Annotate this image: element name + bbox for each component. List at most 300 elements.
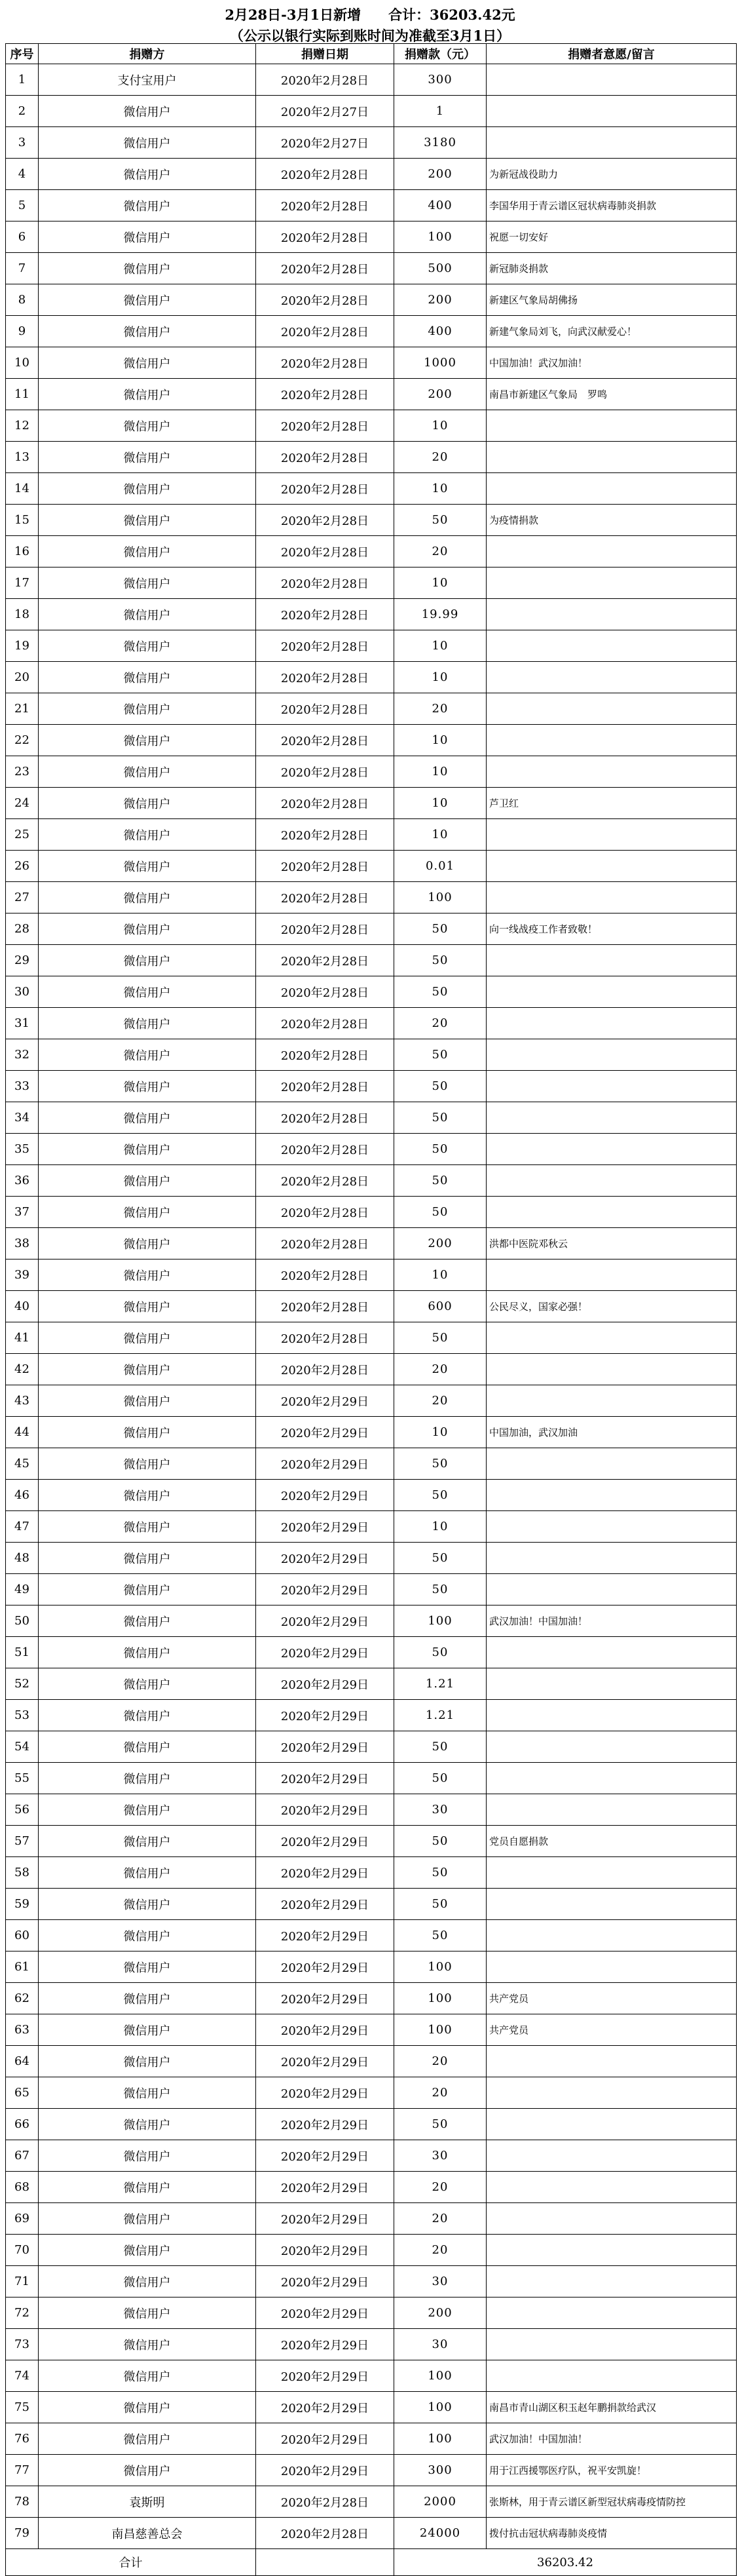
row-amount: 400	[394, 316, 487, 347]
row-index: 18	[6, 599, 39, 630]
table-row	[6, 2423, 737, 2455]
row-donor: 微信用户	[39, 851, 256, 882]
row-donor: 微信用户	[39, 253, 256, 284]
table-row	[6, 1763, 737, 1794]
row-amount: 50	[394, 1071, 487, 1102]
table-row	[6, 1574, 737, 1605]
row-donor: 微信用户	[39, 630, 256, 662]
row-date: 2020年2月28日	[256, 788, 394, 819]
table-row	[6, 1731, 737, 1763]
table-row	[6, 756, 737, 788]
row-message	[487, 1511, 737, 1543]
row-date: 2020年2月28日	[256, 347, 394, 379]
row-index: 43	[6, 1385, 39, 1417]
row-donor: 微信用户	[39, 1165, 256, 1197]
table-row	[6, 96, 737, 127]
row-date: 2020年2月29日	[256, 1763, 394, 1794]
row-message: 芦卫红	[487, 788, 737, 819]
row-message	[487, 725, 737, 756]
row-date: 2020年2月28日	[256, 913, 394, 945]
row-amount: 10	[394, 788, 487, 819]
row-date: 2020年2月29日	[256, 2109, 394, 2140]
row-donor: 微信用户	[39, 1228, 256, 1259]
header-index: 序号	[6, 44, 39, 64]
row-amount: 100	[394, 882, 487, 913]
row-message	[487, 410, 737, 442]
row-date: 2020年2月29日	[256, 1448, 394, 1480]
row-index: 64	[6, 2046, 39, 2077]
row-message	[487, 819, 737, 851]
row-message	[487, 2172, 737, 2203]
row-amount: 30	[394, 2140, 487, 2172]
table-row	[6, 1197, 737, 1228]
row-index: 52	[6, 1668, 39, 1700]
row-amount: 100	[394, 221, 487, 253]
row-index: 15	[6, 505, 39, 536]
row-amount: 20	[394, 442, 487, 473]
row-index: 58	[6, 1857, 39, 1889]
row-message	[487, 1197, 737, 1228]
row-index: 33	[6, 1071, 39, 1102]
row-index: 45	[6, 1448, 39, 1480]
row-date: 2020年2月28日	[256, 410, 394, 442]
row-amount: 200	[394, 159, 487, 190]
row-date: 2020年2月28日	[256, 1228, 394, 1259]
row-message: 中国加油，武汉加油	[487, 1417, 737, 1448]
row-date: 2020年2月28日	[256, 316, 394, 347]
row-index: 77	[6, 2455, 39, 2486]
row-amount: 50	[394, 1448, 487, 1480]
row-message	[487, 662, 737, 693]
row-amount: 200	[394, 1228, 487, 1259]
row-index: 2	[6, 96, 39, 127]
row-message: 洪都中医院邓秋云	[487, 1228, 737, 1259]
row-donor: 微信用户	[39, 1794, 256, 1826]
row-message	[487, 2109, 737, 2140]
row-donor: 微信用户	[39, 2360, 256, 2392]
row-index: 75	[6, 2392, 39, 2423]
row-date: 2020年2月28日	[256, 630, 394, 662]
row-donor: 微信用户	[39, 1385, 256, 1417]
table-row	[6, 1920, 737, 1951]
table-row	[6, 2140, 737, 2172]
row-amount: 200	[394, 379, 487, 410]
row-date: 2020年2月29日	[256, 1794, 394, 1826]
row-amount: 50	[394, 1165, 487, 1197]
table-row	[6, 2518, 737, 2549]
row-amount: 100	[394, 2360, 487, 2392]
row-donor: 微信用户	[39, 2392, 256, 2423]
row-donor: 微信用户	[39, 1637, 256, 1668]
header-row	[6, 44, 737, 64]
row-message	[487, 2046, 737, 2077]
row-donor: 微信用户	[39, 2203, 256, 2235]
row-index: 41	[6, 1322, 39, 1354]
row-date: 2020年2月29日	[256, 1637, 394, 1668]
row-date: 2020年2月29日	[256, 2266, 394, 2297]
row-amount: 20	[394, 1008, 487, 1039]
table-row	[6, 1543, 737, 1574]
row-message	[487, 2140, 737, 2172]
row-date: 2020年2月28日	[256, 662, 394, 693]
table-row	[6, 379, 737, 410]
row-donor: 微信用户	[39, 1983, 256, 2014]
table-row	[6, 693, 737, 725]
row-message	[487, 1668, 737, 1700]
row-index: 25	[6, 819, 39, 851]
row-index: 7	[6, 253, 39, 284]
row-donor: 微信用户	[39, 1700, 256, 1731]
row-donor: 微信用户	[39, 2235, 256, 2266]
row-donor: 微信用户	[39, 190, 256, 221]
row-date: 2020年2月29日	[256, 1857, 394, 1889]
table-row	[6, 1857, 737, 1889]
row-donor: 微信用户	[39, 1448, 256, 1480]
row-donor: 南昌慈善总会	[39, 2518, 256, 2549]
row-message: 新建区气象局胡佛扬	[487, 284, 737, 316]
table-row	[6, 316, 737, 347]
row-index: 79	[6, 2518, 39, 2549]
table-row	[6, 1039, 737, 1071]
table-row	[6, 1165, 737, 1197]
table-row	[6, 2297, 737, 2329]
table-row	[6, 64, 737, 96]
row-amount: 100	[394, 2423, 487, 2455]
table-row	[6, 536, 737, 567]
row-date: 2020年2月28日	[256, 1291, 394, 1322]
row-message	[487, 882, 737, 913]
row-message: 为疫情捐款	[487, 505, 737, 536]
row-message	[487, 442, 737, 473]
row-donor: 微信用户	[39, 1354, 256, 1385]
table-row	[6, 788, 737, 819]
row-amount: 600	[394, 1291, 487, 1322]
row-date: 2020年2月28日	[256, 253, 394, 284]
row-amount: 10	[394, 630, 487, 662]
row-date: 2020年2月29日	[256, 2297, 394, 2329]
table-row	[6, 1448, 737, 1480]
row-index: 22	[6, 725, 39, 756]
row-donor: 微信用户	[39, 473, 256, 505]
row-index: 13	[6, 442, 39, 473]
row-amount: 20	[394, 536, 487, 567]
row-message	[487, 851, 737, 882]
row-donor: 微信用户	[39, 1071, 256, 1102]
row-message: 南昌市青山湖区积玉赵年鹏捐款给武汉	[487, 2392, 737, 2423]
table-row	[6, 1794, 737, 1826]
row-donor: 微信用户	[39, 1543, 256, 1574]
row-index: 68	[6, 2172, 39, 2203]
row-date: 2020年2月28日	[256, 221, 394, 253]
row-amount: 500	[394, 253, 487, 284]
row-message	[487, 2360, 737, 2392]
row-date: 2020年2月29日	[256, 2329, 394, 2360]
row-donor: 微信用户	[39, 1102, 256, 1134]
row-amount: 50	[394, 1763, 487, 1794]
row-donor: 微信用户	[39, 882, 256, 913]
row-message	[487, 1574, 737, 1605]
row-index: 69	[6, 2203, 39, 2235]
row-date: 2020年2月28日	[256, 725, 394, 756]
row-amount: 20	[394, 2046, 487, 2077]
row-amount: 50	[394, 2109, 487, 2140]
row-message	[487, 945, 737, 976]
row-donor: 微信用户	[39, 2046, 256, 2077]
row-index: 24	[6, 788, 39, 819]
row-donor: 微信用户	[39, 347, 256, 379]
header-message: 捐赠者意愿/留言	[487, 44, 737, 64]
row-amount: 50	[394, 913, 487, 945]
row-donor: 微信用户	[39, 756, 256, 788]
row-index: 28	[6, 913, 39, 945]
table-row	[6, 1008, 737, 1039]
table-row	[6, 1889, 737, 1920]
table-row	[6, 662, 737, 693]
row-date: 2020年2月29日	[256, 2423, 394, 2455]
row-date: 2020年2月29日	[256, 1983, 394, 2014]
row-donor: 微信用户	[39, 725, 256, 756]
row-amount: 300	[394, 64, 487, 96]
total-row	[6, 2549, 737, 2576]
row-message: 武汉加油！中国加油！	[487, 1605, 737, 1637]
row-date: 2020年2月29日	[256, 1889, 394, 1920]
row-message	[487, 1448, 737, 1480]
row-donor: 微信用户	[39, 127, 256, 159]
row-message: 为新冠战役助力	[487, 159, 737, 190]
row-message	[487, 1385, 737, 1417]
row-date: 2020年2月28日	[256, 945, 394, 976]
row-donor: 微信用户	[39, 819, 256, 851]
table-row	[6, 442, 737, 473]
row-message: 张斯林，用于青云谱区新型冠状病毒疫情防控	[487, 2486, 737, 2518]
row-index: 63	[6, 2014, 39, 2046]
row-message	[487, 1039, 737, 1071]
row-date: 2020年2月29日	[256, 2203, 394, 2235]
row-donor: 微信用户	[39, 442, 256, 473]
row-index: 53	[6, 1700, 39, 1731]
row-index: 4	[6, 159, 39, 190]
header-donor: 捐赠方	[39, 44, 256, 64]
row-donor: 微信用户	[39, 693, 256, 725]
row-date: 2020年2月28日	[256, 473, 394, 505]
row-donor: 微信用户	[39, 945, 256, 976]
row-amount: 1.21	[394, 1668, 487, 1700]
row-message	[487, 1951, 737, 1983]
row-amount: 200	[394, 2297, 487, 2329]
row-amount: 50	[394, 1574, 487, 1605]
row-index: 56	[6, 1794, 39, 1826]
row-message	[487, 1071, 737, 1102]
row-message: 南昌市新建区气象局 罗鸣	[487, 379, 737, 410]
row-donor: 微信用户	[39, 1511, 256, 1543]
table-row	[6, 410, 737, 442]
row-donor: 微信用户	[39, 1605, 256, 1637]
row-index: 16	[6, 536, 39, 567]
row-date: 2020年2月28日	[256, 567, 394, 599]
row-amount: 50	[394, 1826, 487, 1857]
row-amount: 50	[394, 1480, 487, 1511]
row-donor: 微信用户	[39, 2109, 256, 2140]
table-row	[6, 1071, 737, 1102]
row-date: 2020年2月29日	[256, 1543, 394, 1574]
table-row	[6, 851, 737, 882]
row-date: 2020年2月29日	[256, 1731, 394, 1763]
row-amount: 1.21	[394, 1700, 487, 1731]
row-index: 40	[6, 1291, 39, 1322]
row-donor: 微信用户	[39, 1889, 256, 1920]
row-date: 2020年2月28日	[256, 1197, 394, 1228]
table-row	[6, 1417, 737, 1448]
header-amount: 捐赠款（元）	[394, 44, 487, 64]
row-date: 2020年2月28日	[256, 1102, 394, 1134]
row-amount: 10	[394, 1259, 487, 1291]
row-amount: 10	[394, 410, 487, 442]
row-index: 8	[6, 284, 39, 316]
table-row	[6, 2109, 737, 2140]
row-donor: 微信用户	[39, 1134, 256, 1165]
row-date: 2020年2月28日	[256, 1134, 394, 1165]
row-index: 72	[6, 2297, 39, 2329]
row-amount: 20	[394, 1354, 487, 1385]
row-donor: 微信用户	[39, 410, 256, 442]
row-date: 2020年2月28日	[256, 693, 394, 725]
row-message	[487, 1637, 737, 1668]
row-message: 党员自愿捐款	[487, 1826, 737, 1857]
row-donor: 微信用户	[39, 599, 256, 630]
row-message: 祝愿一切安好	[487, 221, 737, 253]
row-index: 61	[6, 1951, 39, 1983]
row-amount: 50	[394, 1889, 487, 1920]
row-index: 65	[6, 2077, 39, 2109]
row-amount: 100	[394, 1605, 487, 1637]
table-row	[6, 1291, 737, 1322]
row-message: 新建气象局刘飞，向武汉献爱心！	[487, 316, 737, 347]
row-date: 2020年2月28日	[256, 1008, 394, 1039]
row-message	[487, 1134, 737, 1165]
row-index: 32	[6, 1039, 39, 1071]
row-amount: 1000	[394, 347, 487, 379]
row-date: 2020年2月28日	[256, 976, 394, 1008]
row-message	[487, 1102, 737, 1134]
row-date: 2020年2月28日	[256, 1322, 394, 1354]
row-amount: 100	[394, 2392, 487, 2423]
row-amount: 50	[394, 1134, 487, 1165]
row-message	[487, 2203, 737, 2235]
row-donor: 微信用户	[39, 2455, 256, 2486]
row-date: 2020年2月28日	[256, 756, 394, 788]
table-row	[6, 2046, 737, 2077]
row-donor: 微信用户	[39, 2014, 256, 2046]
table-row	[6, 1511, 737, 1543]
row-index: 34	[6, 1102, 39, 1134]
row-index: 78	[6, 2486, 39, 2518]
row-index: 6	[6, 221, 39, 253]
row-index: 60	[6, 1920, 39, 1951]
row-date: 2020年2月28日	[256, 159, 394, 190]
table-row	[6, 819, 737, 851]
row-date: 2020年2月29日	[256, 1480, 394, 1511]
table-row	[6, 2014, 737, 2046]
row-amount: 20	[394, 2203, 487, 2235]
row-index: 74	[6, 2360, 39, 2392]
table-row	[6, 473, 737, 505]
row-date: 2020年2月28日	[256, 536, 394, 567]
row-date: 2020年2月29日	[256, 2455, 394, 2486]
row-donor: 微信用户	[39, 316, 256, 347]
row-donor: 微信用户	[39, 1259, 256, 1291]
total-empty	[256, 2549, 394, 2576]
row-date: 2020年2月29日	[256, 1511, 394, 1543]
row-index: 14	[6, 473, 39, 505]
table-body	[6, 64, 737, 2549]
row-donor: 微信用户	[39, 1291, 256, 1322]
row-index: 55	[6, 1763, 39, 1794]
row-donor: 微信用户	[39, 788, 256, 819]
row-date: 2020年2月28日	[256, 442, 394, 473]
row-message	[487, 1008, 737, 1039]
row-message: 共产党员	[487, 2014, 737, 2046]
row-amount: 50	[394, 1102, 487, 1134]
row-date: 2020年2月29日	[256, 2235, 394, 2266]
row-message: 李国华用于青云谱区冠状病毒肺炎捐款	[487, 190, 737, 221]
row-date: 2020年2月29日	[256, 1951, 394, 1983]
total-label: 合计	[6, 2549, 256, 2576]
row-amount: 10	[394, 1417, 487, 1448]
table-row	[6, 1102, 737, 1134]
row-index: 31	[6, 1008, 39, 1039]
row-index: 57	[6, 1826, 39, 1857]
row-message	[487, 1794, 737, 1826]
row-message	[487, 1165, 737, 1197]
row-index: 70	[6, 2235, 39, 2266]
row-message	[487, 2077, 737, 2109]
row-message	[487, 2297, 737, 2329]
row-date: 2020年2月28日	[256, 284, 394, 316]
table-row	[6, 284, 737, 316]
row-amount: 10	[394, 725, 487, 756]
row-donor: 微信用户	[39, 379, 256, 410]
row-donor: 微信用户	[39, 913, 256, 945]
row-date: 2020年2月28日	[256, 599, 394, 630]
table-row	[6, 347, 737, 379]
row-amount: 50	[394, 1857, 487, 1889]
row-index: 42	[6, 1354, 39, 1385]
row-date: 2020年2月29日	[256, 2360, 394, 2392]
table-row	[6, 567, 737, 599]
row-message: 新冠肺炎捐款	[487, 253, 737, 284]
row-donor: 微信用户	[39, 976, 256, 1008]
page-title	[0, 0, 740, 50]
row-donor: 微信用户	[39, 284, 256, 316]
row-donor: 微信用户	[39, 1668, 256, 1700]
table-row	[6, 1354, 737, 1385]
row-date: 2020年2月29日	[256, 1574, 394, 1605]
row-amount: 19.99	[394, 599, 487, 630]
row-date: 2020年2月28日	[256, 1039, 394, 1071]
row-index: 29	[6, 945, 39, 976]
row-index: 20	[6, 662, 39, 693]
row-donor: 微信用户	[39, 1857, 256, 1889]
row-index: 48	[6, 1543, 39, 1574]
row-message	[487, 1259, 737, 1291]
row-message	[487, 2266, 737, 2297]
row-date: 2020年2月29日	[256, 1700, 394, 1731]
row-message	[487, 96, 737, 127]
row-amount: 10	[394, 473, 487, 505]
row-message	[487, 1857, 737, 1889]
row-donor: 微信用户	[39, 1574, 256, 1605]
row-date: 2020年2月28日	[256, 819, 394, 851]
